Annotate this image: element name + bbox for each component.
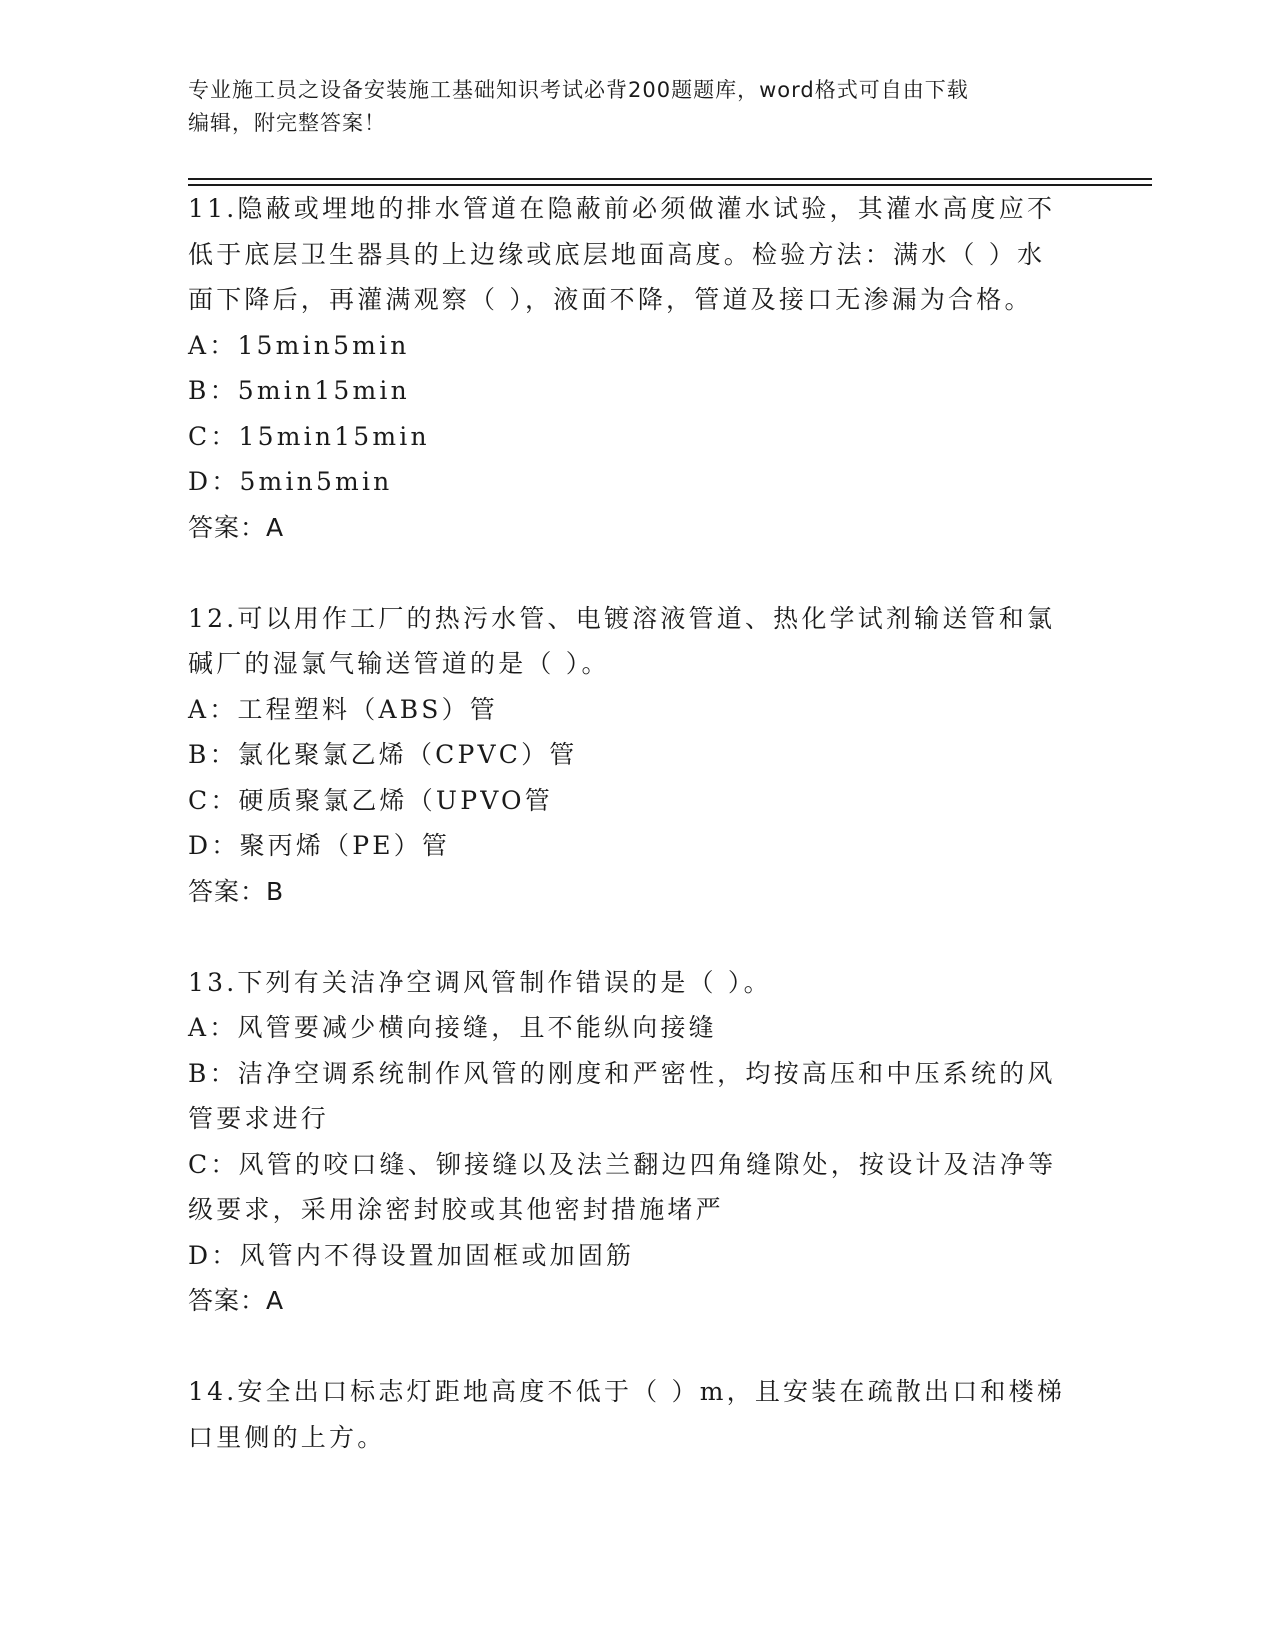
header-divider-top	[188, 178, 1152, 180]
document-header	[188, 74, 1088, 140]
option-a: A：工程塑料（ABS）管	[188, 694, 499, 724]
question-stem-line: 口里侧的上方。	[188, 1422, 386, 1452]
option-c: C：硬质聚氯乙烯（UPVO管	[188, 785, 553, 815]
question-list	[188, 186, 1088, 1460]
question-stem-line: 11.隐蔽或埋地的排水管道在隐蔽前必须做灌水试验，其灌水高度应不	[188, 194, 1056, 223]
question-stem-line: 13.下列有关洁净空调风管制作错误的是（ ）。	[188, 967, 772, 997]
option-a: A：15min5min	[188, 330, 410, 360]
header-line: 专业施工员之设备安装施工基础知识考试必背200题题库，word格式可自由下载	[188, 78, 969, 102]
option-c-continuation: 级要求，采用涂密封胶或其他密封措施堵严	[188, 1195, 724, 1224]
option-b: B：氯化聚氯乙烯（CPVC）管	[188, 740, 578, 769]
question-stem-line: 低于底层卫生器具的上边缘或底层地面高度。检验方法：满水（ ）水	[188, 239, 1046, 269]
question-14	[188, 1369, 1088, 1460]
question-11	[188, 186, 1088, 550]
option-d: D：风管内不得设置加固框或加固筋	[188, 1240, 635, 1270]
question-stem-line: 面下降后，再灌满观察（ ），液面不降，管道及接口无渗漏为合格。	[188, 285, 1033, 314]
header-line: 编辑，附完整答案！	[188, 111, 386, 135]
question-spacer	[188, 1324, 1088, 1370]
answer-label: 答案：A	[188, 1286, 285, 1315]
option-b: B：洁净空调系统制作风管的刚度和严密性，均按高压和中压系统的风	[188, 1058, 1056, 1088]
answer-label: 答案：A	[188, 512, 285, 542]
question-stem-line: 碱厂的湿氯气输送管道的是（ ）。	[188, 649, 610, 678]
question-spacer	[188, 914, 1088, 960]
question-spacer	[188, 550, 1088, 596]
option-b: B：5min15min	[188, 376, 410, 405]
answer-label: 答案：B	[188, 876, 285, 906]
question-12	[188, 596, 1088, 915]
option-a: A：风管要减少横向接缝，且不能纵向接缝	[188, 1013, 717, 1042]
question-stem-line: 14.安全出口标志灯距地高度不低于（ ）m，且安装在疏散出口和楼梯	[188, 1377, 1066, 1406]
option-b-continuation: 管要求进行	[188, 1104, 330, 1133]
option-c: C：15min15min	[188, 421, 430, 451]
question-13	[188, 960, 1088, 1324]
option-c: C：风管的咬口缝、铆接缝以及法兰翻边四角缝隙处，按设计及洁净等	[188, 1149, 1057, 1179]
question-stem-line: 12.可以用作工厂的热污水管、电镀溶液管道、热化学试剂输送管和氯	[188, 603, 1056, 633]
option-d: D：5min5min	[188, 467, 393, 496]
option-d: D：聚丙烯（PE）管	[188, 831, 451, 860]
